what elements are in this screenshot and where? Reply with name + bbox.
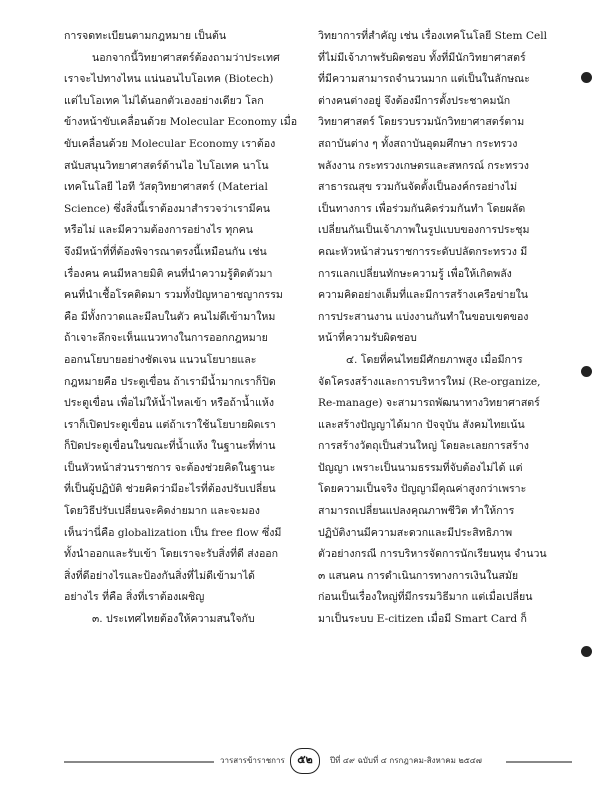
page-footer — [0, 748, 612, 778]
text-line: คือ มีทั้งกวาดและมีลบในตัว คนไม่ดีเข้ามาใหม — [64, 310, 276, 323]
text-line: ขับเคลื่อนด้วย Molecular Economy เราต้อง — [64, 137, 276, 150]
text-line: ที่เป็นผู้ปฏิบัติ ช่วยคิดว่ามีอะไรที่ต้องปรับเปลี่ยน — [64, 483, 276, 496]
text-line: และสร้างปัญญาได้มาก ปัจจุบัน สังคมไทยเน้น — [318, 418, 525, 431]
text-line: สถาบันต่าง ๆ ทั้งสถาบันอุดมศึกษา กระทรวง — [318, 137, 518, 150]
text-line: เป็นหัวหน้าส่วนราชการ จะต้องช่วยคิดในฐานะ — [64, 461, 276, 474]
text-line: อย่างไร ที่คือ สิ่งที่เราต้องเผชิญ — [64, 591, 205, 604]
text-line: เทคโนโลยี ไอที วัสดุวิทยาศาสตร์ (Material — [64, 181, 268, 194]
text-line: ที่มีความสามารถจำนวนมาก แต่เป็นในลักษณะ — [318, 73, 530, 86]
text-line: เปลี่ยนกันเป็นเจ้าภาพในรูปแบบของการประชุม — [318, 224, 530, 237]
text-line: สิ่งที่ดีอย่างไรและป้องกันสิ่งที่ไม่ดีเข้ามาได้ — [64, 569, 255, 582]
text-line: เป็นทางการ เพื่อร่วมกันคิดร่วมกันทำ โดยผลัด — [318, 202, 526, 215]
footer-rule-left — [64, 761, 214, 763]
text-line: เราก็เปิดประตูเขื่อน แต่ถ้าเราใช้นโยบายผิดเรา — [64, 418, 276, 431]
issue-info: ปีที่ ๔๙ ฉบับที่ ๔ กรกฎาคม-สิงหาคม ๒๕๔๗ — [330, 756, 482, 765]
text-line: วิทยาศาสตร์ โดยรวบรวมนักวิทยาศาสตร์ตาม — [318, 116, 525, 129]
text-line: ตัวอย่างกรณี การบริหารจัดการนักเรียนทุน จำนวน — [318, 548, 547, 561]
text-line: ข้างหน้าขับเคลื่อนด้วย Molecular Economy เมื่อ — [64, 116, 298, 129]
text-line: คณะหัวหน้าส่วนราชการระดับปลัดกระทรวง มี — [318, 245, 528, 258]
text-line: โดยความเป็นจริง ปัญญามีคุณค่าสูงกว่าเพราะ — [318, 483, 527, 496]
text-line: Re-manage) จะสามารถพัฒนาทางวิทยาศาสตร์ — [318, 397, 540, 410]
text-line: เราจะไปทางไหน แน่นอนไบโอเทค (Biotech) — [64, 73, 274, 86]
text-line: คนที่นำเชื้อโรคติดมา รวมทั้งปัญหาอาชญากรรม — [64, 289, 283, 302]
text-line: พลังงาน กระทรวงเกษตรและสหกรณ์ กระทรวง — [318, 159, 529, 172]
right-column — [318, 26, 554, 631]
journal-name: วารสารข้าราชการ — [220, 756, 285, 765]
text-line: กฎหมายคือ ประตูเขื่อน ถ้าเรามีน้ำมากเราก็ปิด — [64, 375, 276, 388]
text-line: เรื่องคน คนมีหลายมิติ คนที่นำความรู้ติดตัวมา — [64, 267, 273, 280]
text-line: ๔. โดยที่คนไทยมีศักยภาพสูง เมื่อมีการ — [346, 353, 523, 366]
text-line: เห็นว่านี่คือ globalization เป็น free flow ซึ่งมี — [64, 526, 282, 539]
text-line: สามารถเปลี่ยนแปลงคุณภาพชีวิต ทำให้การ — [318, 505, 515, 518]
text-line: ถ้าเจาะลึกจะเห็นแนวทางในการออกกฎหมาย — [64, 332, 268, 345]
text-line: ปัญญา เพราะเป็นนามธรรมที่จับต้องไม่ได้ แต่ — [318, 461, 523, 474]
binder-hole — [581, 646, 592, 657]
text-line: จัดโครงสร้างและการบริหารใหม่ (Re-organize, — [318, 375, 541, 388]
text-line: ความคิดอย่างเต็มที่และมีการสร้างเครือข่ายใน — [318, 289, 528, 302]
text-line: ปฏิบัติงานมีความสะดวกและมีประสิทธิภาพ — [318, 526, 513, 539]
text-line: ออกนโยบายอย่างชัดเจน แนวนโยบายและ — [64, 353, 257, 366]
text-line: ก็ปิดประตูเขื่อนในขณะที่น้ำแห้ง ในฐานะที่ท่าน — [64, 440, 276, 453]
binder-hole — [581, 72, 592, 83]
text-line: ๓ แสนคน การดำเนินการทางการเงินในสมัย — [318, 569, 519, 582]
text-line: วิทยาการที่สำคัญ เช่น เรื่องเทคโนโลยี Stem Cell — [318, 30, 548, 42]
text-line: สาธารณสุข รวมกันจัดตั้งเป็นองค์กรอย่างไม่ — [318, 181, 518, 194]
text-line: การจดทะเบียนตามกฎหมาย เป็นต้น — [64, 30, 227, 42]
binder-hole — [581, 366, 592, 377]
text-line: มาเป็นระบบ E-citizen เมื่อมี Smart Card ก็ — [318, 613, 527, 626]
text-line: ๓. ประเทศไทยต้องให้ความสนใจกับ — [92, 613, 255, 626]
text-line: การแลกเปลี่ยนทักษะความรู้ เพื่อให้เกิดพลัง — [318, 267, 512, 280]
footer-rule-right — [506, 761, 572, 763]
text-line: การสร้างวัตถุเป็นส่วนใหญ่ โดยละเลยการสร้าง — [318, 440, 529, 453]
text-line: ก่อนเป็นเรื่องใหญ่ที่มีกรรมวิธีมาก แต่เมื่อเปลี่ยน — [318, 591, 533, 604]
text-line: หรือไม่ และมีความต้องการอย่างไร ทุกคน — [64, 224, 253, 237]
page-number: ๕๒ — [290, 748, 320, 774]
text-line: ทั้งนำออกและรับเข้า โดยเราจะรับสิ่งที่ดี ส่งออก — [64, 548, 279, 561]
text-line: หน้าที่ความรับผิดชอบ — [318, 332, 417, 345]
text-line: การประสานงาน แบ่งงานกันทำในขอบเขตของ — [318, 310, 529, 323]
text-line: จึงมีหน้าที่ที่ต้องพิจารณาตรงนี้เหมือนกัน เช่น — [64, 245, 267, 258]
text-line: โดยวิธีปรับเปลี่ยนจะคิดง่ายมาก และจะมอง — [64, 505, 260, 518]
text-line: แต่ไบโอเทค ไม่ได้นอกตัวเองอย่างเดียว โลก — [64, 94, 264, 107]
text-line: ที่ไม่มีเจ้าภาพรับผิดชอบ ทั้งที่มีนักวิทยาศาสตร์ — [318, 51, 526, 64]
text-line: นอกจากนี้วิทยาศาสตร์ต้องถามว่าประเทศ — [92, 51, 280, 64]
text-line: Science) ซึ่งสิ่งนี้เราต้องมาสำรวจว่าเรามีคน — [64, 202, 270, 215]
text-line: ประตูเขื่อน เพื่อไม่ให้น้ำไหลเข้า หรือถ้าน้ำแห้ง — [64, 397, 274, 410]
text-line: สนับสนุนวิทยาศาสตร์ด้านไอ ไบโอเทค นาโน — [64, 159, 269, 172]
left-column — [64, 26, 300, 631]
text-line: ต่างคนต่างอยู่ จึงต้องมีการตั้งประชาคมนัก — [318, 94, 511, 107]
